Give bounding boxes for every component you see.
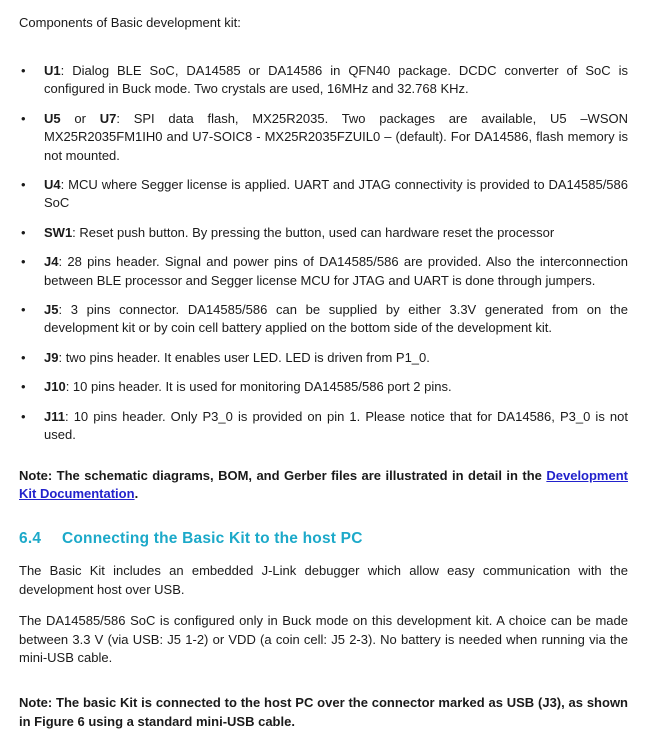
section-title: Connecting the Basic Kit to the host PC <box>62 530 363 548</box>
bullet-marker: • <box>21 254 26 270</box>
section-number: 6.4 <box>19 530 42 548</box>
component-text: : SPI data flash, MX25R2035. Two packages are available, U5 –WSON MX25R2035FM1IH0 and U7-SOIC8 - MX25R2035FZUIL0 – (default). For DA14586, flash memory is not mounted. <box>44 110 628 163</box>
note-host-pc: Note: The basic Kit is connected to the host PC over the connector marked as USB (J3), as shown in Figure 6 using a standard mini-USB cable. <box>19 695 628 729</box>
list-item <box>19 408 628 445</box>
note-schematic-suffix: . <box>134 485 139 501</box>
component-label: J11 <box>44 408 65 424</box>
list-item <box>19 110 628 165</box>
component-text: : 28 pins header. Signal and power pins of DA14585/586 are provided. Also the interconnection between BLE processor and Segger license MCU for JTAG and UART is done through jumpers. <box>44 254 628 288</box>
development-kit-documentation-link[interactable]: Development Kit Documentation <box>19 467 628 501</box>
component-label-separator: or <box>60 110 100 126</box>
component-label: J4 <box>44 254 59 270</box>
bullet-marker: • <box>21 379 26 395</box>
component-text: : two pins header. It enables user LED. LED is driven from P1_0. <box>58 349 430 365</box>
paragraph: The Basic Kit includes an embedded J-Link debugger which allow easy communication with the development host over USB. <box>19 563 628 597</box>
list-item <box>19 301 628 338</box>
bullet-marker: • <box>21 349 26 365</box>
list-item <box>19 176 628 213</box>
component-label: SW1 <box>44 224 73 240</box>
paragraph: The DA14585/586 SoC is configured only in Buck mode on this development kit. A choice can be made between 3.3 V (via USB: J5 1-2) or VDD (a coin cell: J5 2-3). No battery is needed when running via the mini-USB cable. <box>19 613 628 665</box>
component-label-alt: U7 <box>99 110 117 126</box>
section-heading <box>19 529 628 549</box>
component-text: : 10 pins header. Only P3_0 is provided on pin 1. Please notice that for DA14586, P3_0 is not used. <box>44 408 628 443</box>
bullet-marker: • <box>21 110 26 126</box>
component-label: U4 <box>44 177 61 193</box>
note-schematic <box>19 467 628 504</box>
component-label: J9 <box>44 349 59 365</box>
list-item <box>19 224 628 242</box>
component-label: U1 <box>44 63 61 78</box>
bullet-marker: • <box>21 224 26 240</box>
bullet-marker: • <box>21 408 26 424</box>
bullet-marker: • <box>21 177 26 193</box>
component-text: : MCU where Segger license is applied. UART and JTAG connectivity is provided to DA14585/586 SoC <box>44 177 628 211</box>
list-item <box>19 253 628 290</box>
component-label: J5 <box>44 302 59 318</box>
page-content <box>19 0 628 744</box>
bullet-marker: • <box>21 302 26 318</box>
list-item <box>19 378 628 396</box>
bullet-marker: • <box>21 63 26 78</box>
component-text: : Reset push button. By pressing the button, used can hardware reset the processor <box>72 224 555 240</box>
intro-text: Components of Basic development kit: <box>19 15 241 30</box>
list-item <box>19 349 628 367</box>
component-text: : Dialog BLE SoC, DA14585 or DA14586 in QFN40 package. DCDC converter of SoC is configured in Buck mode. Two crystals are used, 16MHz and 32.768 KHz. <box>44 63 628 97</box>
list-item <box>19 62 628 99</box>
note-schematic-text: Note: The schematic diagrams, BOM, and Gerber files are illustrated in detail in the <box>19 467 547 483</box>
component-text: : 10 pins header. It is used for monitoring DA14585/586 port 2 pins. <box>65 379 452 395</box>
components-bullet-list <box>19 62 628 445</box>
component-text: : 3 pins connector. DA14585/586 can be supplied by either 3.3V generated from on the development kit or by coin cell battery applied on the bottom side of the development kit. <box>44 302 628 336</box>
component-label: J10 <box>44 379 66 395</box>
component-label: U5 <box>44 110 61 126</box>
